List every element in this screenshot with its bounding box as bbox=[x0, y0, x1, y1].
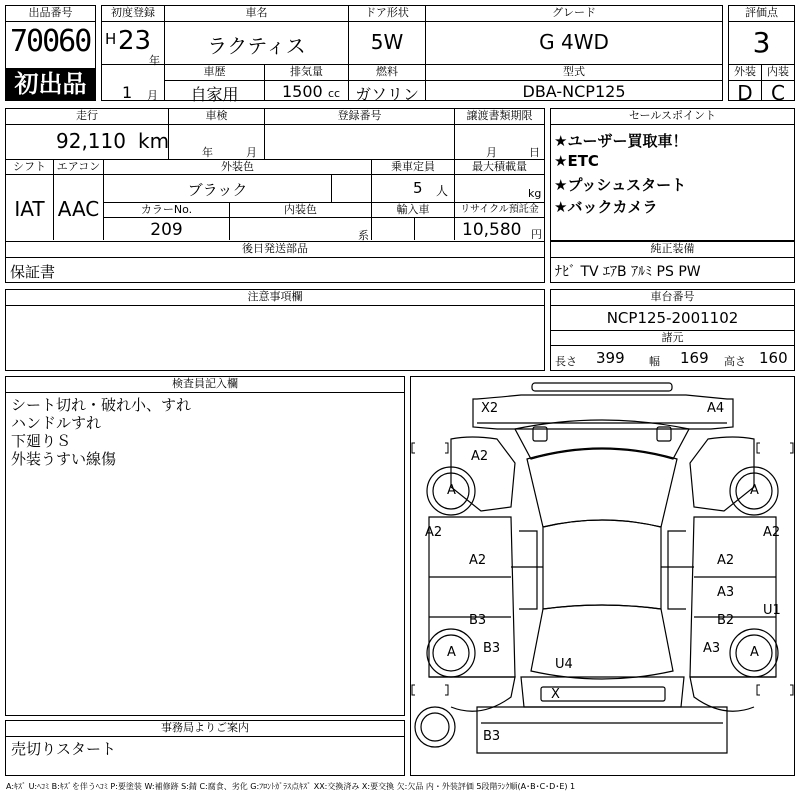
score: 3 bbox=[752, 26, 771, 59]
inspector-box bbox=[5, 376, 405, 716]
mark-front-left: X2 bbox=[481, 401, 499, 416]
height-label: 高さ bbox=[724, 355, 746, 368]
displacement-unit: cc bbox=[328, 87, 341, 100]
insp-month-unit: 月 bbox=[246, 146, 257, 159]
sales-point-1: ★ユーザー買取車！ bbox=[554, 132, 688, 150]
mark-door-left-inner: A2 bbox=[469, 553, 487, 568]
door-type: 5W bbox=[370, 30, 404, 54]
office-value: 売切りスタート bbox=[11, 740, 117, 758]
recycle: 10,580 bbox=[462, 220, 522, 240]
mileage-header: 走行 bbox=[76, 109, 98, 122]
sales-point-4: ★バックカメラ bbox=[554, 198, 658, 216]
transfer-day-unit: 日 bbox=[529, 146, 540, 159]
displacement: 1500 bbox=[282, 82, 323, 101]
car-diagram bbox=[410, 376, 795, 776]
recycle-header: リサイクル預託金 bbox=[460, 204, 539, 215]
inspector-line-4: 外装うすい線傷 bbox=[11, 450, 117, 468]
sales-point-2: ★ETC bbox=[554, 152, 599, 170]
inspector-line-1: シート切れ・破れ小、すれ bbox=[11, 396, 192, 414]
height: 160 bbox=[759, 349, 788, 367]
caution-header: 注意事項欄 bbox=[247, 290, 303, 303]
mileage: 92,110 bbox=[56, 129, 126, 153]
transfer-header: 譲渡書類期限 bbox=[466, 109, 533, 122]
dims-header: 諸元 bbox=[661, 331, 684, 344]
history-header: 車歴 bbox=[203, 65, 226, 78]
mark-roof-u4: U4 bbox=[555, 657, 573, 672]
mark-right-a3: A3 bbox=[717, 585, 735, 600]
reg-era: H bbox=[105, 30, 117, 48]
colorno-header: カラーNo. bbox=[140, 203, 193, 216]
mark-rear-x: X bbox=[551, 687, 560, 702]
insp-year-unit: 年 bbox=[202, 146, 213, 159]
width: 169 bbox=[680, 349, 709, 367]
sales-points-box bbox=[550, 108, 795, 241]
equipment-value: ﾅﾋﾞ TV ｴｱB ｱﾙﾐ PS PW bbox=[555, 264, 701, 280]
shift: IAT bbox=[14, 197, 45, 221]
recycle-unit: 円 bbox=[531, 228, 542, 241]
later-parts: 保証書 bbox=[10, 263, 56, 281]
int-header: 内装 bbox=[767, 65, 789, 78]
ext-grade: D bbox=[737, 81, 753, 105]
capacity-unit: 人 bbox=[436, 184, 449, 198]
mark-door-left-outer: A2 bbox=[425, 525, 443, 540]
mark-quarter-right: A3 bbox=[703, 641, 721, 656]
fuel-header: 燃料 bbox=[376, 65, 398, 78]
intcolor-unit: 系 bbox=[358, 229, 369, 242]
inspection-header: 車検 bbox=[205, 109, 228, 122]
mark-bumper-b3: B3 bbox=[483, 729, 501, 744]
chassis-box bbox=[550, 289, 795, 371]
vehicle-info-box bbox=[101, 5, 723, 104]
length-label: 長さ bbox=[555, 355, 577, 368]
car-name: ラクティス bbox=[207, 34, 306, 58]
history: 自家用 bbox=[190, 85, 239, 104]
equipment-header: 純正装備 bbox=[650, 242, 695, 255]
exterior-color: ブラック bbox=[187, 181, 248, 199]
office-box bbox=[5, 720, 405, 776]
ac-header: エアコン bbox=[56, 160, 101, 173]
inspector-header: 検査員記入欄 bbox=[172, 377, 238, 390]
legend: A:ｷｽﾞ U:ﾍｺﾐ B:ｷｽﾞを伴うﾍｺﾐ P:要塗装 W:補修跡 S:錆 C:腐食、劣化 G:ﾌﾛﾝﾄｶﾞﾗｽ点ｷｽﾞ XX:交換済み X:要交換 欠:欠品 内・外装評価 5段階ﾗﾝｸ順(A･B･C･D･E) 1 bbox=[6, 782, 576, 791]
reg-year-unit: 年 bbox=[149, 54, 160, 67]
mark-left-b3: B3 bbox=[469, 613, 487, 628]
reg-month-unit: 月 bbox=[147, 89, 158, 102]
ac: AAC bbox=[57, 197, 100, 221]
mark-tire-fr: A bbox=[750, 483, 759, 498]
int-grade: C bbox=[771, 81, 785, 105]
transfer-month-unit: 月 bbox=[486, 146, 497, 159]
import-header: 輸入車 bbox=[396, 203, 430, 216]
capacity-header: 乗車定員 bbox=[391, 160, 435, 173]
mark-hood-left: A2 bbox=[471, 449, 489, 464]
car-outline-svg bbox=[411, 377, 794, 775]
grade-header: グレード bbox=[552, 6, 596, 19]
reg-month: 1 bbox=[122, 83, 133, 102]
mark-quarter-left: B3 bbox=[483, 641, 501, 656]
reg-year: 23 bbox=[118, 26, 152, 56]
caution-box bbox=[5, 289, 545, 371]
mark-door-right-inner: A2 bbox=[717, 553, 735, 568]
grade: G 4WD bbox=[539, 30, 609, 54]
score-box bbox=[728, 5, 795, 105]
mark-door-right-outer: A2 bbox=[763, 525, 781, 540]
capacity: 5 bbox=[413, 179, 423, 197]
plate-header: 登録番号 bbox=[337, 109, 382, 122]
ext-header: 外装 bbox=[734, 65, 756, 78]
mileage-unit: km bbox=[138, 129, 170, 153]
length: 399 bbox=[596, 349, 625, 367]
mark-front-right: A4 bbox=[707, 401, 725, 416]
color-number: 209 bbox=[150, 220, 183, 240]
mark-tire-fl: A bbox=[447, 483, 456, 498]
door-header: ドア形状 bbox=[365, 6, 409, 19]
sales-point-3: ★プッシュスタート bbox=[554, 176, 687, 194]
lot-number: 70060 bbox=[10, 24, 91, 59]
mark-tire-rr: A bbox=[750, 645, 759, 660]
mark-tire-rl: A bbox=[447, 645, 456, 660]
detail-box bbox=[5, 108, 545, 283]
mark-right-b2: B2 bbox=[717, 613, 735, 628]
model: DBA-NCP125 bbox=[522, 82, 626, 101]
equipment-box bbox=[550, 241, 795, 283]
office-header: 事務局よりご案内 bbox=[161, 721, 249, 734]
width-label: 幅 bbox=[649, 355, 660, 368]
load-header: 最大積載量 bbox=[472, 160, 527, 173]
inspector-line-2: ハンドルすれ bbox=[11, 414, 102, 432]
intcolor-header: 内装色 bbox=[284, 203, 317, 216]
later-parts-header: 後日発送部品 bbox=[242, 242, 308, 255]
color-header: 外装色 bbox=[221, 160, 254, 173]
first-listing-badge: 初出品 bbox=[6, 68, 95, 100]
name-header: 車名 bbox=[245, 6, 268, 19]
displacement-header: 排気量 bbox=[290, 65, 323, 78]
shift-header: シフト bbox=[13, 160, 46, 173]
chassis-number: NCP125-2001102 bbox=[606, 309, 739, 327]
load-unit: kg bbox=[528, 187, 542, 200]
sales-header: セールスポイント bbox=[628, 109, 716, 122]
lot-header: 出品番号 bbox=[28, 6, 73, 19]
lot-box bbox=[5, 5, 96, 101]
fuel: ガソリン bbox=[354, 85, 419, 104]
chassis-header: 車台番号 bbox=[650, 290, 695, 303]
inspector-line-3: 下廻りＳ bbox=[11, 432, 72, 450]
mark-side-right-u1: U1 bbox=[763, 603, 781, 618]
score-header: 評価点 bbox=[745, 6, 778, 19]
model-header: 型式 bbox=[563, 65, 585, 78]
reg-header: 初度登録 bbox=[111, 6, 155, 19]
